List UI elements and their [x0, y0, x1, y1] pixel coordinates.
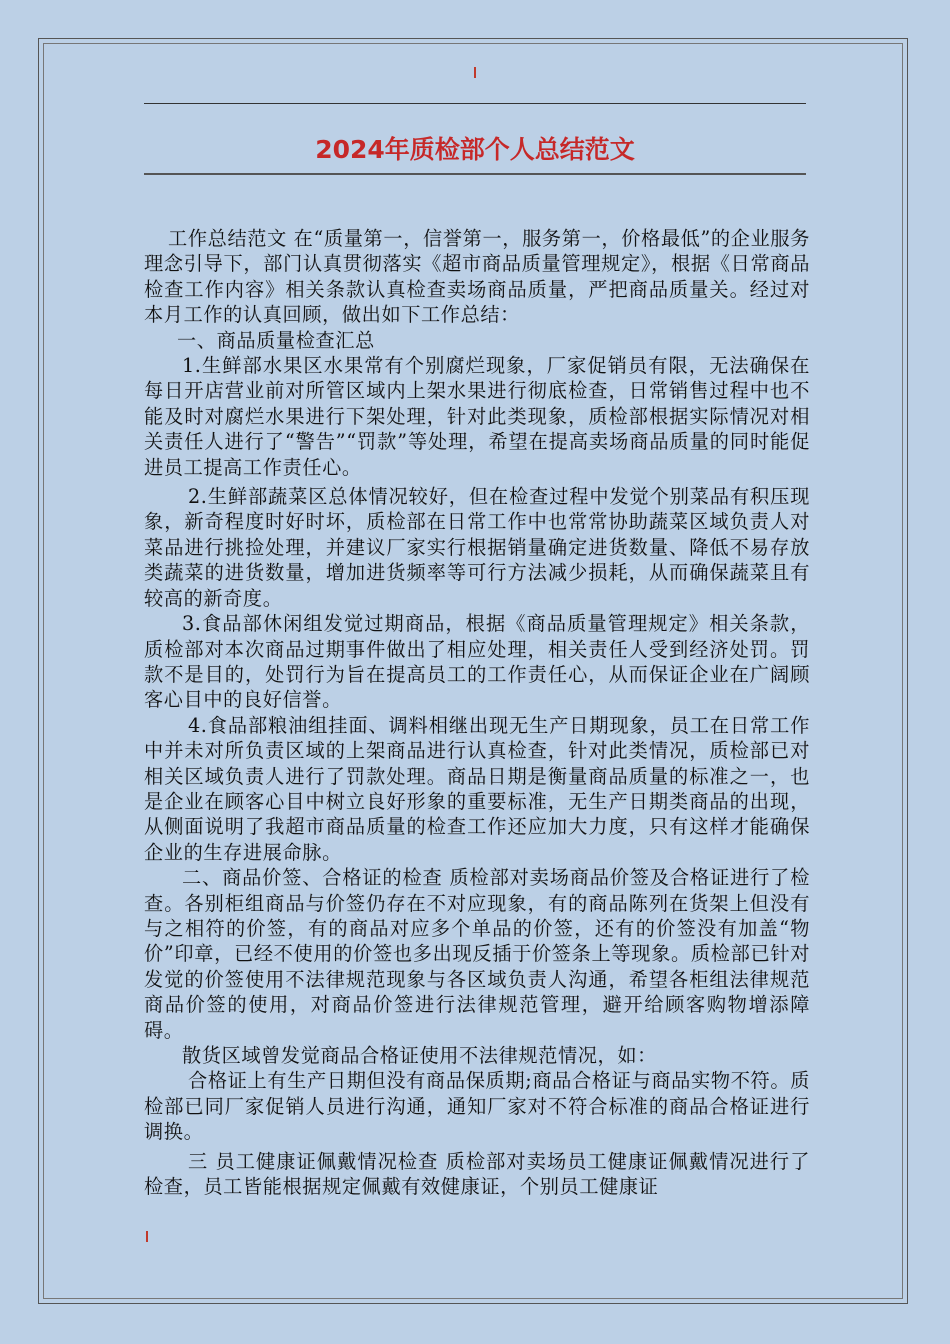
header-rule — [144, 103, 806, 104]
document-title: 2024年质检部个人总结范文 — [315, 135, 635, 164]
title-underline — [144, 173, 806, 175]
item-paragraph-3: 3.食品部休闲组发觉过期商品，根据《商品质量管理规定》相关条款，质检部对本次商品过期事件做出了相应处理，相关责任人受到经济处罚。罚款不是目的，处罚行为旨在提高员工的工作责任心，从而保证企业在广阔顾客心目中的良好信誉。 — [144, 612, 810, 712]
text-cursor-mark-top — [474, 67, 476, 78]
section-heading-1: 一、商品质量检查汇总 — [177, 328, 375, 352]
certificate-paragraph: 合格证上有生产日期但没有商品保质期;商品合格证与商品实物不符。质检部已同厂家促销人员进行沟通，通知厂家对不符合标准的商品合格证进行调换。 — [144, 1069, 810, 1144]
intro-paragraph: 工作总结范文 在“质量第一，信誉第一，服务第一，价格最低”的企业服务理念引导下，部门认真贯彻落实《超市商品质量管理规定》，根据《日常商品检查工作内容》相关条款认真检查卖场商品质量，严把商品质量关。经过对本月工作的认真回顾，做出如下工作总结： — [144, 227, 810, 327]
section-paragraph-2: 二、商品价签、合格证的检查 质检部对卖场商品价签及合格证进行了检查。各别柜组商品与价签仍存在不对应现象，有的商品陈列在货架上但没有与之相符的价签，有的商品对应多个单品的价签，还有的价签没有加盖“物价”印章，已经不使用的价签也多出现反插于价签条上等现象。质检部已针对发觉的价签使用不法律规范现象与各区域负责人沟通，希望各柜组法律规范商品价签的使用，对商品价签进行法律规范管理，避开给顾客购物增添障碍。 — [144, 866, 810, 1042]
text-cursor-mark-bottom — [146, 1231, 148, 1242]
section-paragraph-3: 三 员工健康证佩戴情况检查 质检部对卖场员工健康证佩戴情况进行了检查，员工皆能根据规定佩戴有效健康证，个别员工健康证 — [144, 1149, 810, 1199]
document-body — [144, 226, 810, 1199]
bulk-area-paragraph: 散货区域曾发觉商品合格证使用不法律规范情况，如： — [182, 1044, 657, 1067]
item-paragraph-4: 4.食品部粮油组挂面、调料相继出现无生产日期现象，员工在日常工作中并未对所负责区域的上架商品进行认真检查，针对此类情况，质检部已对相关区域负责人进行了罚款处理。商品日期是衡量商品质量的标准之一，也是企业在顾客心目中树立良好形象的重要标准，无生产日期类商品的出现，从侧面说明了我超市商品质量的检查工作还应加大力度，只有这样才能确保企业的生存进展命脉。 — [144, 713, 810, 864]
item-paragraph-2: 2.生鲜部蔬菜区总体情况较好，但在检查过程中发觉个别菜品有积压现象，新奇程度时好时坏，质检部在日常工作中也常常协助蔬菜区域负责人对菜品进行挑捡处理，并建议厂家实行根据销量确定进货数量、降低不易存放类蔬菜的进货数量，增加进货频率等可行方法减少损耗，从而确保蔬菜且有较高的新奇度。 — [144, 485, 810, 610]
item-paragraph-1: 1.生鲜部水果区水果常有个别腐烂现象，厂家促销员有限，无法确保在每日开店营业前对所管区域内上架水果进行彻底检查，日常销售过程中也不能及时对腐烂水果进行下架处理，针对此类现象，质检部根据实际情况对相关责任人进行了“警告”“罚款”等处理，希望在提高卖场商品质量的同时能促进员工提高工作责任心。 — [144, 354, 810, 479]
